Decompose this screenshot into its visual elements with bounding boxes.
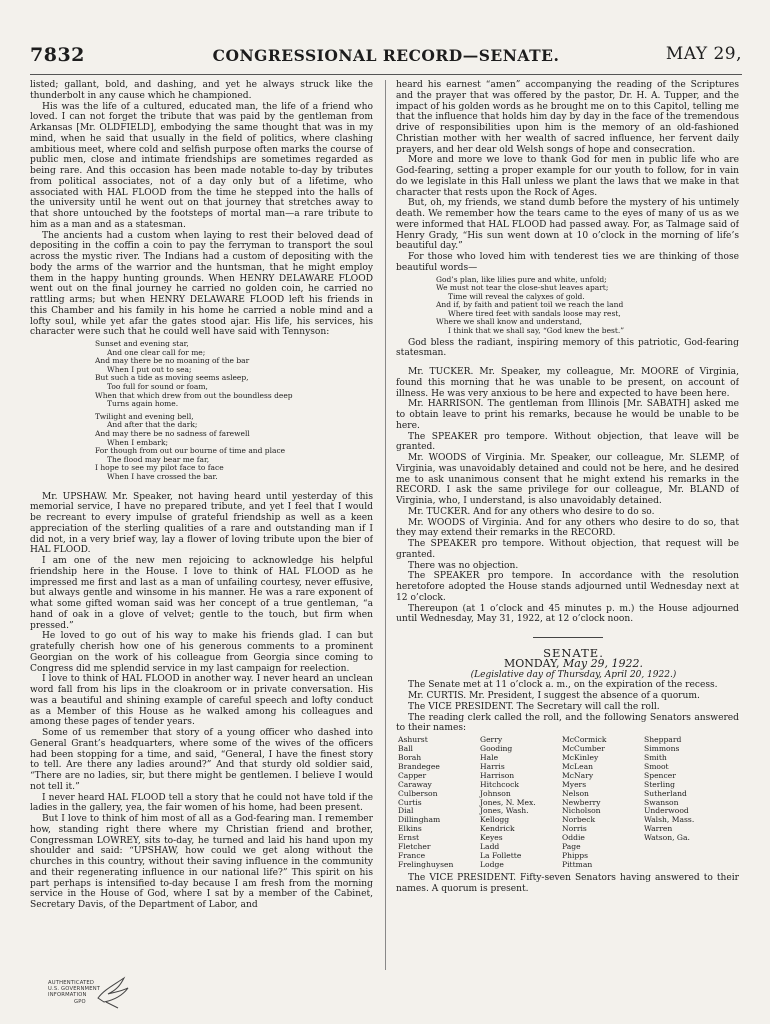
header-date: MAY 29, xyxy=(665,44,742,64)
paragraph: For those who loved him with tenderest ties we are thinking of those beautiful words— xyxy=(396,252,739,273)
seal-text xyxy=(48,980,100,1005)
legislative-day: (Legislative day of Thursday, April 20, 1922.) xyxy=(470,669,677,680)
verse-line: Time will reveal the calyxes of gold. xyxy=(448,291,585,301)
paragraph: The SPEAKER pro tempore. In accordance with the resolution heretofore adopted the House stands adjourned until Wednesday next at 12 o’clock. xyxy=(396,571,739,603)
senator-name: Hale xyxy=(480,752,499,762)
senator-name: Capper xyxy=(398,770,427,780)
senator-name: Spencer xyxy=(644,770,676,780)
verse-line: When I have crossed the bar. xyxy=(107,471,218,481)
right-column xyxy=(396,80,739,975)
senator-name: Gerry xyxy=(480,735,503,745)
senator-name: Nelson xyxy=(562,788,589,798)
roll-row xyxy=(398,861,726,870)
senator-name: Caraway xyxy=(398,779,432,789)
senator-name: Hitchcock xyxy=(480,779,519,789)
header-rule xyxy=(30,74,742,75)
senator-name: Norbeck xyxy=(562,815,596,825)
date: May 29, 1922. xyxy=(563,656,644,670)
senator-name: Sheppard xyxy=(644,735,682,745)
paragraph: The Senate met at 11 o’clock a. m., on the expiration of the recess. xyxy=(408,680,718,691)
verse-line: I think that we shall say, “God knew the best.” xyxy=(448,326,625,336)
verse-line: The flood may bear me far, xyxy=(107,454,210,464)
paragraph: The SPEAKER pro tempore. Without objection, that leave will be granted. xyxy=(396,431,739,453)
journal-title: CONGRESSIONAL RECORD—SENATE. xyxy=(212,46,560,65)
verse-line: When that which drew from out the boundless deep xyxy=(95,390,293,400)
verse-line: Sunset and evening star, xyxy=(95,339,189,348)
paragraph: Some of us remember that story of a young officer who dashed into General Grant’s headquarters, where some of the wives of the officers had been stopping for a time, and said, “General, I have the finest story to tell. Are there any ladies around?” And that sturdy old soldier said, “There are no ladies, sir, but there might be gentlemen. I believe I would not tell it.” xyxy=(30,728,373,792)
senator-name: McCormick xyxy=(562,735,607,745)
paragraph: The SPEAKER pro tempore. Without objection, that request will be granted. xyxy=(396,539,739,560)
senator-name: Oddie xyxy=(562,833,585,843)
senator-name: McLean xyxy=(562,761,593,771)
verse-line: Too full for sound or foam, xyxy=(107,381,208,391)
senator-name: Borah xyxy=(398,752,422,762)
senator-name: Newberry xyxy=(562,797,601,807)
left-column xyxy=(30,80,373,975)
paragraph: Mr. TUCKER. And for any others who desire to do so. xyxy=(408,506,655,517)
tennyson-poem xyxy=(95,340,373,482)
senator-name: Elkins xyxy=(398,824,422,834)
senator-name: Fletcher xyxy=(398,842,431,852)
paragraph: Thereupon (at 1 o’clock and 45 minutes p. m.) the House adjourned until Wednesday, May 31, 1922, at 12 o’clock noon. xyxy=(396,603,739,625)
senator-name: Pittman xyxy=(562,859,593,869)
senator-name: Kellogg xyxy=(480,815,510,825)
senator-name: Myers xyxy=(562,779,587,789)
verse-line: And may there be no sadness of farewell xyxy=(95,428,250,438)
senator-name: Kendrick xyxy=(480,824,515,834)
senator-name xyxy=(644,843,726,852)
senator-name: Swanson xyxy=(644,797,679,807)
paragraph: The VICE PRESIDENT. Fifty-seven Senators having answered to their names. A quorum is present. xyxy=(396,872,739,894)
senator-name: Ernst xyxy=(398,833,420,843)
senator-name: Norris xyxy=(562,824,587,834)
column-divider xyxy=(385,80,386,970)
senator-name: Underwood xyxy=(644,806,689,816)
roll-call-table xyxy=(398,736,726,870)
senator-name: Jones, Wash. xyxy=(480,806,529,816)
senator-name: McNary xyxy=(562,770,594,780)
paragraph: But I love to think of him most of all as a God-fearing man. I remember how, standing right there where my Christian friend and brother, Congressman LOWREY, sits to-day, he turned and laid his hand upon my shoulder and said: “UPSHAW, how could we get along without the churches in this country, without their saving influence in the community and their regenerating influence in our national life?” This spirit on his part perhaps is intensified to-day because I am fresh from the morning service in the House of God, where I sat by a member of the Cabinet, Secretary Davis, of the Department of Labor, and xyxy=(30,814,373,910)
senator-name: Harris xyxy=(480,761,505,771)
senator-name: Smith xyxy=(644,752,667,762)
paragraph: Mr. HARRISON. The gentleman from Illinois [Mr. SABATH] asked me to obtain leave to print his remarks, because he would be unable to be here. xyxy=(396,399,739,431)
verse-line: But such a tide as moving seems asleep, xyxy=(95,373,249,383)
page-number: 7832 xyxy=(30,44,85,66)
paragraph: Mr. CURTIS. Mr. President, I suggest the absence of a quorum. xyxy=(408,691,700,702)
senator-name: Dial xyxy=(398,806,414,816)
verse-line: Where we shall know and understand, xyxy=(436,317,582,327)
paragraph: listed; gallant, bold, and dashing, and yet he always struck like the thunderbolt in any cause which he championed. xyxy=(30,80,373,101)
senator-name: Curtis xyxy=(398,797,422,807)
paragraph: He loved to go out of his way to make his friends glad. I can but gratefully cherish how one of his generous comments to a prominent Georgian on the work of his colleague from Georgia since coming to Congress did me splendid service in my last campaign for reelection. xyxy=(30,631,373,674)
senator-name: Watson, Ga. xyxy=(644,833,690,843)
verse-line: And after that the dark; xyxy=(107,420,198,430)
paragraph: His was the life of a cultured, educated man, the life of a friend who loved. I can not forget the tribute that was paid by the gentleman from Arkansas [Mr. OLDFIELD], embodying the same thought that was in my mind, when he said that usually in the field of politics, where clashing ambitious meet, where cold and selfish purpose often marks the course of public men, close and intimate friendships are sometimes regarded as being rare. And this occasion has been made notable to-day by tributes from political associates, not of a day only but of a lifetime, who associated with HAL FLOOD from the time he stepped into the halls of the university until he went out on that journey that stretches away to that shore untouched by the footsteps of mortal man—a rare tribute to him as a man and as a statesman. xyxy=(30,101,373,230)
senator-name: Jones, N. Mex. xyxy=(480,797,536,807)
paragraph: The ancients had a custom when laying to rest their beloved dead of depositing in the coffin a coin to pay the ferryman to transport the soul across the mystic river. The Indians had a custom of depositing with the body the arms of the warrior and the huntsman, that he might employ them in the happy hunting grounds. When HENRY DELAWARE FLOOD went out on the final journey he carried no golden coin, he carried no rattling arms; but when HENRY DELAWARE FLOOD left his friends in this Chamber and his family in his home he carried a noble mind and a lofty soul, while yet afar the gates stood ajar. His life, his services, his character were such that he could well have said with Tennyson: xyxy=(30,230,373,338)
verse-line: God’s plan, like lilies pure and white, unfold; xyxy=(436,274,607,284)
section-date xyxy=(396,656,739,670)
verse-line: Twilight and evening bell, xyxy=(95,411,194,421)
paragraph: Mr. UPSHAW. Mr. Speaker, not having heard until yesterday of this memorial service, I have no prepared tribute, and yet I feel that I would be recreant to every impulse of grateful friendship as well as a keen appreciation of the sterling qualities of a rare and outstanding man if I did not, in a very brief way, lay a flower of loving tribute upon the bier of HAL FLOOD. xyxy=(30,491,373,556)
paragraph: I am one of the new men rejoicing to acknowledge his helpful friendship here in the House. I love to think of HAL FLOOD as he impressed me first and last as a man of unfailing courtesy, never effusive, but always gentle and winsome in his manner. He was a rare exponent of what some gifted woman said was her concept of a true gentleman, “a hand of oak in a glove of velvet; gentle to the touch, but firm when pressed.” xyxy=(30,556,373,631)
section-title: SENATE. xyxy=(543,646,604,661)
senator-name: Phipps xyxy=(562,850,589,860)
seal-line: AUTHENTICATED xyxy=(48,980,95,986)
verse-line: We must not tear the close-shut leaves apart; xyxy=(436,283,609,293)
paragraph: Mr. WOODS of Virginia. Mr. Speaker, our colleague, Mr. SLEMP, of Virginia, was unavoidably detained and could not be here, and he desired me to ask unanimous consent that he might extend his remarks in the RECORD. I ask the same privilege for our colleague, Mr. BLAND of Virginia, who, I understand, is also unavoidably detained. xyxy=(396,453,739,507)
verse-line: And one clear call for me; xyxy=(107,347,206,357)
senator-name: Keyes xyxy=(480,833,503,843)
eagle-icon xyxy=(94,972,134,1012)
senator-name: Warren xyxy=(644,824,673,834)
senator-name xyxy=(644,861,726,870)
gpo-authentication-seal xyxy=(48,972,138,1018)
senator-name: Lodge xyxy=(480,859,504,869)
weekday: MONDAY, xyxy=(503,656,560,670)
paragraph: But, oh, my friends, we stand dumb before the mystery of his untimely death. We remember how the tears came to the eyes of many of us as we were informed that HAL FLOOD had passed away. For, as Talmage said of Henry Grady, “His sun went down at 10 o’clock in the morning of life’s beautiful day.” xyxy=(396,198,739,252)
verse-line: I hope to see my pilot face to face xyxy=(95,463,224,473)
senator-name: Sutherland xyxy=(644,788,687,798)
senator-name: McKinley xyxy=(562,752,599,762)
senator-name: Ladd xyxy=(480,842,500,852)
verse-line: Where tired feet with sandals loose may rest, xyxy=(448,308,621,318)
seal-line: U.S. GOVERNMENT xyxy=(48,986,101,993)
verse-line: When I put out to sea; xyxy=(107,364,192,374)
senator-name: McCumber xyxy=(562,744,605,754)
verse-line: And may there be no moaning of the bar xyxy=(95,356,250,366)
page-header xyxy=(30,44,742,68)
memorial-poem xyxy=(436,276,739,336)
paragraph: Mr. TUCKER. Mr. Speaker, my colleague, Mr. MOORE of Virginia, found this morning that he was unable to be present, on account of illness. He was very anxious to be here and expected to have been here. xyxy=(396,367,739,399)
paragraph: God bless the radiant, inspiring memory of this patriotic, God-fearing statesman. xyxy=(396,337,739,359)
section-divider xyxy=(533,637,603,638)
senator-name xyxy=(644,852,726,861)
verse-line: Turns again home. xyxy=(107,399,179,409)
senator-name: Harrison xyxy=(480,770,515,780)
paragraph: I love to think of HAL FLOOD in another way. I never heard an unclean word fall from his lips in the cloakroom or in private conversation. His was a beautiful and shining example of careful speech and lofty conduct as a Member of this House as he walked among his colleagues and among these pages of tender years. xyxy=(30,674,373,728)
paragraph: The VICE PRESIDENT. The Secretary will call the roll. xyxy=(408,701,660,712)
senator-name: Smoot xyxy=(644,761,669,771)
verse-line: For though from out our bourne of time and place xyxy=(95,446,286,456)
paragraph: Mr. WOODS of Virginia. And for any others who desire to do so, that they may extend their remarks in the RECORD. xyxy=(396,517,739,539)
senator-name: Dillingham xyxy=(398,815,441,825)
senator-name: Ashurst xyxy=(398,735,428,745)
senator-name: Gooding xyxy=(480,744,513,754)
senator-name: Nicholson xyxy=(562,806,601,816)
senator-name: Culberson xyxy=(398,788,438,798)
seal-line: INFORMATION xyxy=(48,992,87,999)
senator-name: Page xyxy=(562,842,581,852)
senator-name: Simmons xyxy=(644,744,680,754)
senator-name: Johnson xyxy=(480,788,511,798)
senator-name: Walsh, Mass. xyxy=(644,815,695,825)
senator-name: Brandegee xyxy=(398,761,440,771)
senator-name: Sterling xyxy=(644,779,675,789)
senator-name: Frelinghuysen xyxy=(398,859,454,869)
verse-line: When I embark; xyxy=(107,437,169,447)
senator-name: La Follette xyxy=(480,850,522,860)
senator-name: France xyxy=(398,850,426,860)
senator-name: Ball xyxy=(398,744,413,754)
verse-line: And if, by faith and patient toil we reach the land xyxy=(436,300,624,310)
paragraph: heard his earnest “amen” accompanying the reading of the Scriptures and the prayer that was offered by the pastor, Dr. H. A. Tupper, and the impact of his golden words as he brought me on to this Capitol, telling me that the influence that holds him day by day in the face of the tremendous drive of responsibilities upon him is the memory of an old-fashioned Christian mother with her wealth of sacred influence, her fervent daily prayers, and her dear old Welsh songs of hope and consecration. xyxy=(396,80,739,155)
paragraph: More and more we love to thank God for men in public life who are God-fearing, setting a proper example for our youth to follow, for in vain do we legislate in this Hall unless we plant the laws that we make in that character that rests upon the Rock of Ages. xyxy=(396,155,739,198)
seal-line: GPO xyxy=(74,998,86,1005)
paragraph: I never heard HAL FLOOD tell a story that he could not have told if the ladies in the gallery, yea, the fair women of his home, had been present. xyxy=(30,792,373,814)
paragraph: There was no objection. xyxy=(408,560,519,571)
paragraph: The reading clerk called the roll, and the following Senators answered to their names: xyxy=(396,712,739,734)
